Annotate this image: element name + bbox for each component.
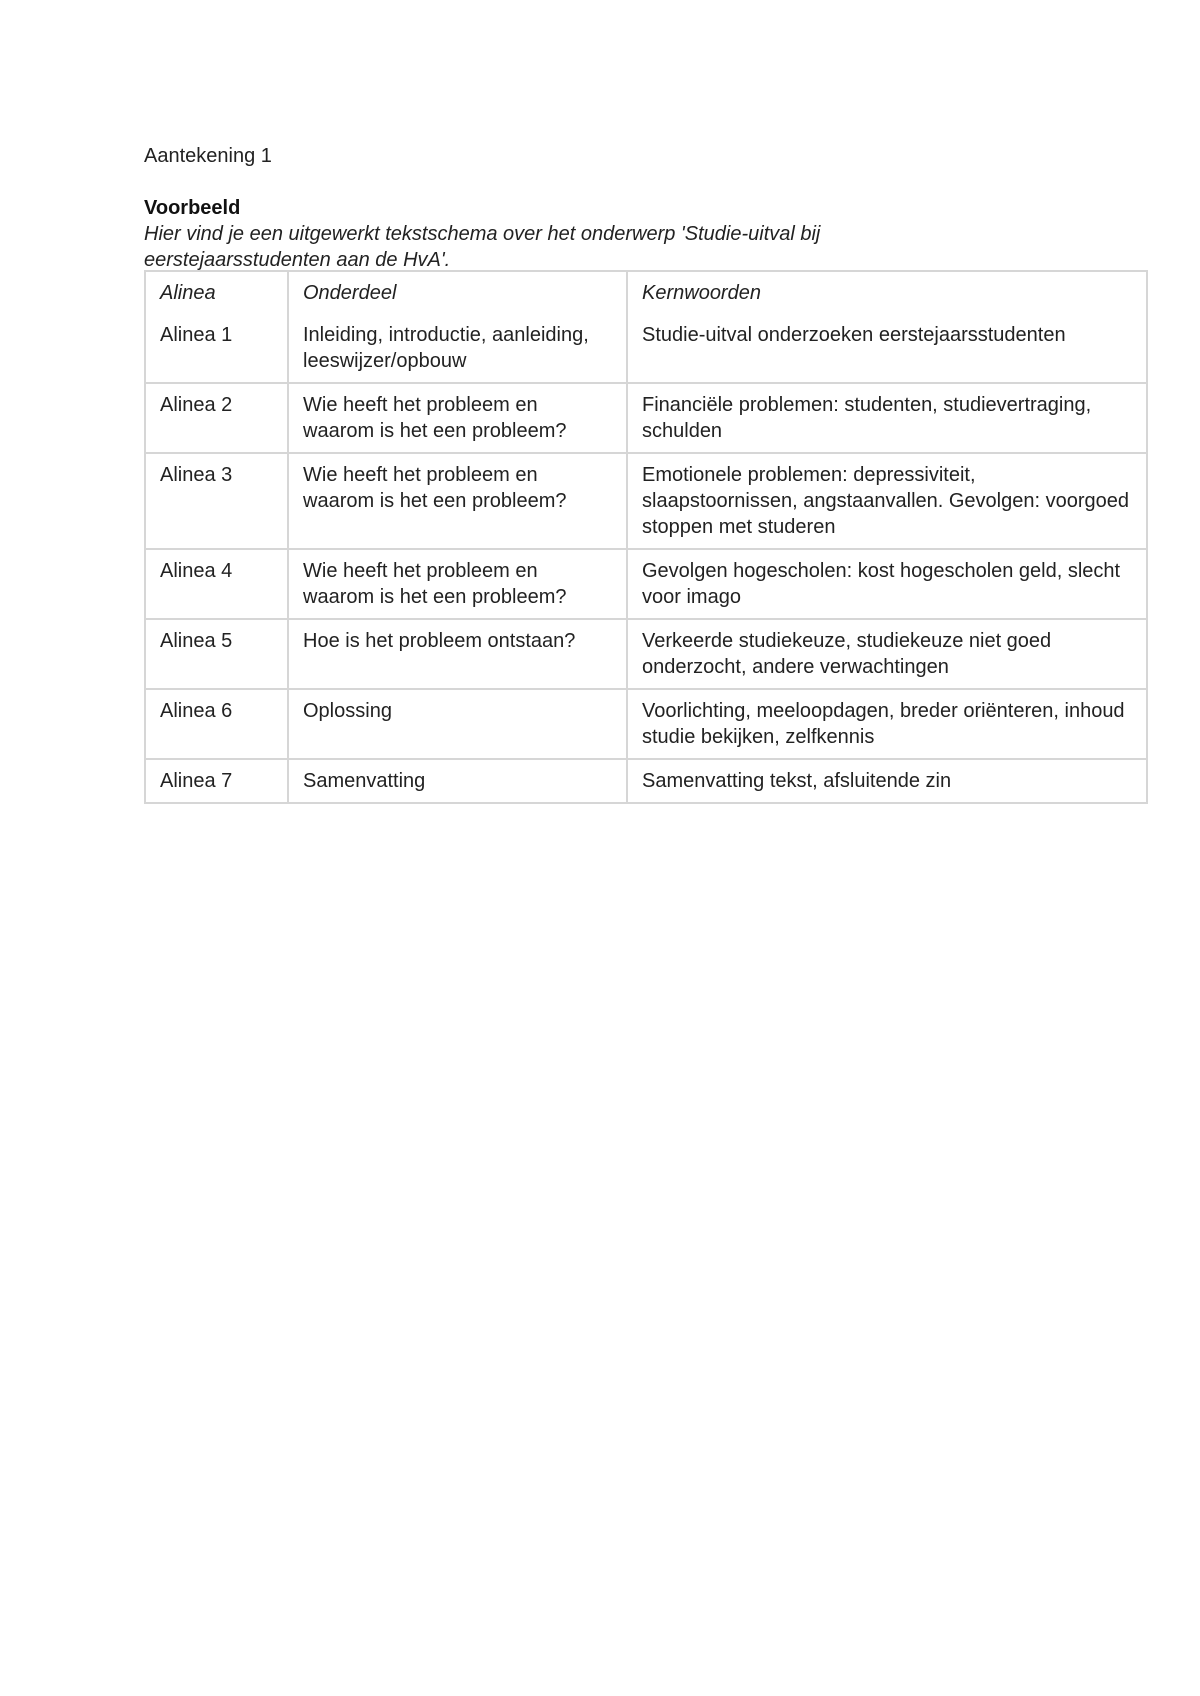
note-title: Aantekening 1 bbox=[144, 145, 272, 167]
header-onderdeel: Onderdeel bbox=[289, 272, 628, 314]
table-row bbox=[146, 550, 1146, 620]
cell-onderdeel: Wie heeft het probleem en waarom is het een probleem? bbox=[289, 384, 628, 454]
cell-kernwoorden: Financiële problemen: studenten, studievertraging, schulden bbox=[628, 384, 1146, 454]
cell-alinea: Alinea 7 bbox=[146, 760, 289, 802]
cell-onderdeel: Wie heeft het probleem en waarom is het een probleem? bbox=[289, 454, 628, 550]
cell-alinea: Alinea 5 bbox=[146, 620, 289, 690]
cell-alinea: Alinea 3 bbox=[146, 454, 289, 550]
cell-alinea: Alinea 6 bbox=[146, 690, 289, 760]
header-kernwoorden: Kernwoorden bbox=[642, 282, 761, 304]
cell-onderdeel: Oplossing bbox=[289, 690, 628, 760]
text-schema-table bbox=[144, 270, 1148, 804]
table-row bbox=[146, 760, 1146, 802]
table-row bbox=[146, 454, 1146, 550]
cell-alinea: Alinea 1 bbox=[146, 314, 289, 384]
table-row bbox=[146, 690, 1146, 760]
cell-alinea: Alinea 2 bbox=[146, 384, 289, 454]
cell-onderdeel: Samenvatting bbox=[289, 760, 628, 802]
cell-alinea: Alinea 4 bbox=[146, 550, 289, 620]
example-intro: Hier vind je een uitgewerkt tekstschema over het onderwerp 'Studie-uitval bij eerstejaarsstudenten aan de HvA'. bbox=[144, 223, 821, 271]
cell-kernwoorden: Verkeerde studiekeuze, studiekeuze niet goed onderzocht, andere verwachtingen bbox=[628, 620, 1146, 690]
cell-kernwoorden: Voorlichting, meeloopdagen, breder oriënteren, inhoud studie bekijken, zelfkennis bbox=[628, 690, 1146, 760]
cell-kernwoorden: Emotionele problemen: depressiviteit, slaapstoornissen, angstaanvallen. Gevolgen: voorgoed stoppen met studeren bbox=[628, 454, 1146, 550]
table-row bbox=[146, 314, 1146, 384]
cell-kernwoorden: Samenvatting tekst, afsluitende zin bbox=[642, 770, 952, 792]
example-heading: Voorbeeld bbox=[144, 197, 241, 219]
table-row bbox=[146, 384, 1146, 454]
cell-kernwoorden: Gevolgen hogescholen: kost hogescholen geld, slecht voor imago bbox=[628, 550, 1146, 620]
cell-onderdeel: Inleiding, introductie, aanleiding, leeswijzer/opbouw bbox=[289, 314, 628, 384]
cell-onderdeel: Wie heeft het probleem en waarom is het een probleem? bbox=[289, 550, 628, 620]
table-row bbox=[146, 620, 1146, 690]
table-header-row bbox=[146, 272, 1146, 314]
cell-onderdeel: Hoe is het probleem ontstaan? bbox=[289, 620, 628, 690]
header-alinea: Alinea bbox=[146, 272, 289, 314]
cell-kernwoorden: Studie-uitval onderzoeken eerstejaarsstudenten bbox=[628, 314, 1146, 384]
